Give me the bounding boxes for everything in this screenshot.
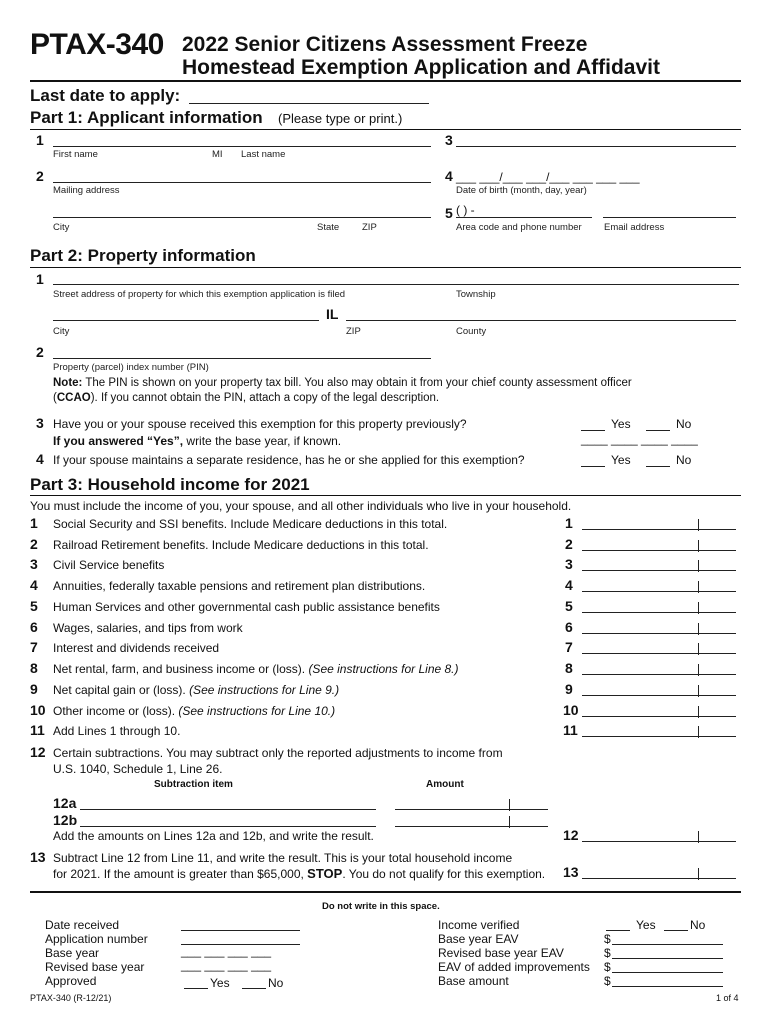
income-line-label: Net rental, farm, and business income or (loss). [53,662,309,676]
q3-no-blank[interactable] [646,418,670,431]
income-cents-divider [698,560,699,572]
line12b-amount-field[interactable] [395,814,548,827]
part2-rule [30,267,741,268]
income-amount-field[interactable] [582,538,736,551]
approved-no-label: No [268,976,284,990]
q4-yes-label: Yes [611,453,631,467]
income-cents-divider [698,519,699,531]
income-line-text [53,558,164,572]
line12-num: 12 [30,744,46,760]
income-line-num: 2 [30,536,38,552]
line13-text2b: . You do not qualify for this exemption. [342,867,546,881]
income-cents-divider [698,602,699,614]
phone-field[interactable]: ( ) - [456,203,592,218]
property-street-field[interactable] [53,272,739,285]
mi-label: MI [212,149,223,160]
office-left-label: Base year [45,946,100,960]
dollar-sign: $ [604,974,611,988]
office-right-label: Income verified [438,918,520,932]
office-left-label: Revised base year [45,960,145,974]
p1-line3-num: 3 [445,132,453,148]
base-year-blanks[interactable]: ____ ____ ____ ____ [581,432,698,446]
last-date-label: Last date to apply: [30,86,181,105]
city-state-zip-field[interactable] [53,205,431,218]
line13-text2 [53,866,545,881]
office-right-label: Base year EAV [438,932,519,946]
income-line-text [53,517,447,531]
q4-text: If your spouse maintains a separate residence, has he or she applied for this exemption? [53,453,525,467]
income-line-num: 7 [30,639,38,655]
note-ccao: CCAO [56,392,91,404]
q3-yes-blank[interactable] [581,418,605,431]
line12-add-text: Add the amounts on Lines 12a and 12b, and write the result. [53,829,374,843]
income-line-label: Human Services and other governmental cash public assistance benefits [53,600,440,614]
income-cents-divider [698,706,699,718]
pin-note-line1 [53,377,632,389]
line12-text1: Certain subtractions. You may subtract only the reported adjustments to income from [53,746,503,760]
income-verified-yes-blank[interactable] [606,918,630,931]
p1-line1-num: 1 [36,132,44,148]
part2-title: Part 2: Property information [30,246,256,265]
property-zip-county-field[interactable] [346,308,736,321]
mailing-address-field[interactable] [53,170,431,183]
state-label: State [317,222,340,233]
income-amount-field[interactable] [582,662,736,675]
email-field[interactable] [603,205,736,218]
note-text2: ). If you cannot obtain the PIN, attach a copy of the legal description. [90,392,440,404]
q3-sub-bold: If you answered “Yes”, [53,434,184,448]
office-right-label: Revised base year EAV [438,946,564,960]
income-cents-divider [698,664,699,676]
p1-line5-num: 5 [445,205,453,221]
office-left-field[interactable] [181,918,300,931]
income-verified-no-label: No [690,918,706,932]
line13-text1: Subtract Line 12 from Line 11, and write the result. This is your total household income [53,851,513,865]
line12-cents-divider [698,831,699,843]
page-number: 1 of 4 [716,993,739,1003]
last-date-field[interactable] [189,88,429,104]
income-line-label: Social Security and SSI benefits. Include Medicare deductions in this total. [53,517,448,531]
part1-rule [30,129,741,130]
part3-title: Part 3: Household income for 2021 [30,475,310,494]
p1-line4-num: 4 [445,168,453,184]
income-line-right-num: 2 [565,536,573,552]
line12a-label: 12a [53,795,77,811]
income-line-num: 1 [30,515,38,531]
pin-field[interactable] [53,346,431,359]
income-line-text [53,600,440,614]
income-line-text [53,579,425,593]
line12a-item-field[interactable] [80,797,376,810]
approved-no-blank[interactable] [242,976,266,989]
income-amount-field[interactable] [582,517,736,530]
form-id: PTAX-340 [30,28,164,61]
dollar-sign: $ [604,932,611,946]
q3-sub [53,434,341,448]
income-line-right-num: 9 [565,681,573,697]
income-amount-field[interactable] [582,641,736,654]
form-revision: PTAX-340 (R-12/21) [30,993,112,1003]
income-cents-divider [698,540,699,552]
income-amount-field[interactable] [582,724,736,737]
part1-note: (Please type or print.) [278,111,403,126]
office-dollar-field[interactable] [612,974,723,987]
line13-right-num: 13 [563,864,579,880]
dollar-sign: $ [604,960,611,974]
line13-text2a: for 2021. If the amount is greater than $65,000, [53,867,308,881]
office-left-label: Approved [45,974,97,988]
dob-label: Date of birth (month, day, year) [456,185,587,196]
line13-stop: STOP [307,866,343,881]
line12a-amount-field[interactable] [395,797,548,810]
income-line-num: 3 [30,556,38,572]
income-line-label: Annuities, federally taxable pensions and retirement plan distributions. [53,579,426,593]
q3-sub-text: write the base year, if known. [183,434,342,448]
approved-yes-label: Yes [210,976,230,990]
approved-yes-blank[interactable] [184,976,208,989]
income-line-text [53,662,459,676]
office-dollar-field[interactable] [612,960,723,973]
mailing-address-label: Mailing address [53,185,120,196]
note-text1: The PIN is shown on your property tax bill. You also may obtain it from your chief county assessment officer [82,377,632,389]
zip-label: ZIP [362,222,377,233]
income-amount-field[interactable] [582,704,736,717]
income-line-label: Net capital gain or (loss). [53,683,190,697]
p2-line2-num: 2 [36,344,44,360]
income-line-right-num: 10 [563,702,579,718]
income-amount-field[interactable] [582,558,736,571]
p2-line1-num: 1 [36,271,44,287]
p1-line2-num: 2 [36,168,44,184]
income-verified-yes-label: Yes [636,918,656,932]
header-rule [30,80,741,82]
part3-intro: You must include the income of you, your spouse, and all other individuals who live in your household. [30,499,572,513]
income-line-text [53,704,335,718]
income-line-num: 11 [30,722,45,738]
form-title-line1: 2022 Senior Citizens Assessment Freeze [182,33,588,56]
form-title-line2: Homestead Exemption Application and Affidavit [182,56,660,79]
county-label: County [456,326,487,337]
line12-right-num: 12 [563,827,579,843]
income-line-right-num: 8 [565,660,573,676]
office-dollar-field[interactable] [612,946,723,959]
line12b-cents-divider [509,816,510,828]
dollar-sign: $ [604,946,611,960]
subtraction-item-header: Subtraction item [154,779,233,790]
income-line-instruction: (See instructions for Line 8.) [308,662,459,676]
income-line-right-num: 6 [565,619,573,635]
income-line-right-num: 1 [565,515,573,531]
line12b-label: 12b [53,812,78,828]
p2-q3-num: 3 [36,415,44,431]
income-cents-divider [698,685,699,697]
street-label: Street address of property for which this exemption application is filed [53,289,346,300]
income-cents-divider [698,623,699,635]
income-line-num: 8 [30,660,38,676]
income-line-right-num: 4 [565,577,573,593]
q4-no-label: No [676,453,692,467]
part3-rule [30,495,741,496]
income-cents-divider [698,643,699,655]
township-label: Township [456,289,496,300]
first-name-label: First name [53,149,98,160]
dob-field[interactable]: ___ ___/___ ___/___ ___ ___ ___ [456,170,640,184]
line12-amount-field[interactable] [582,829,736,842]
line12a-cents-divider [509,799,510,811]
p2-zip-label: ZIP [346,326,361,337]
income-line-num: 10 [30,702,46,718]
line13-amount-field[interactable] [582,866,736,879]
line12-text2: U.S. 1040, Schedule 1, Line 26. [53,762,223,776]
office-left-label: Date received [45,918,120,932]
income-verified-no-blank[interactable] [664,918,688,931]
income-cents-divider [698,726,699,738]
income-line-text [53,724,180,738]
pin-note-line2: (CCAO). If you cannot obtain the PIN, attach a copy of the legal description. [53,392,440,404]
line13-num: 13 [30,849,46,865]
pin-label: Property (parcel) index number (PIN) [53,362,209,373]
line12b-item-field[interactable] [80,814,376,827]
income-amount-field[interactable] [582,621,736,634]
income-line-text [53,538,429,552]
p2-q4-num: 4 [36,451,44,467]
office-dollar-field[interactable] [612,932,723,945]
q4-no-blank[interactable] [646,454,670,467]
line13-cents-divider [698,868,699,880]
income-line-num: 9 [30,681,38,697]
p2-city-label: City [53,326,70,337]
city-label: City [53,222,70,233]
office-right-label: Base amount [438,974,509,988]
income-amount-field[interactable] [582,600,736,613]
income-line-text [53,683,339,697]
income-line-label: Wages, salaries, and tips from work [53,621,243,635]
q3-no-label: No [676,417,692,431]
income-amount-field[interactable] [582,579,736,592]
email-label: Email address [604,222,665,233]
office-year-blanks[interactable]: ___ ___ ___ ___ [181,944,272,958]
name-field[interactable] [53,134,431,147]
income-line-text [53,621,243,635]
q4-yes-blank[interactable] [581,454,605,467]
income-line-label: Other income or (loss). [53,704,179,718]
income-line-right-num: 11 [563,722,578,738]
property-city-field[interactable] [53,308,319,321]
phone-label: Area code and phone number [456,222,582,233]
income-line-right-num: 5 [565,598,573,614]
income-line-num: 4 [30,577,38,593]
income-line-label: Civil Service benefits [53,558,165,572]
office-year-blanks[interactable]: ___ ___ ___ ___ [181,958,272,972]
income-line-right-num: 3 [565,556,573,572]
income-line-instruction: (See instructions for Line 9.) [189,683,340,697]
income-line-label: Add Lines 1 through 10. [53,724,181,738]
income-amount-field[interactable] [582,683,736,696]
income-line-num: 6 [30,619,38,635]
office-rule [30,891,741,893]
office-left-label: Application number [45,932,148,946]
line3-field[interactable] [456,134,736,147]
office-heading: Do not write in this space. [322,901,440,912]
last-name-label: Last name [241,149,286,160]
il-label: IL [326,306,339,322]
income-line-num: 5 [30,598,38,614]
q3-text: Have you or your spouse received this exemption for this property previously? [53,417,467,431]
part1-title: Part 1: Applicant information [30,108,263,127]
q3-yes-label: Yes [611,417,631,431]
income-line-label: Railroad Retirement benefits. Include Medicare deductions in this total. [53,538,429,552]
office-right-label: EAV of added improvements [438,960,590,974]
income-line-text [53,641,219,655]
income-cents-divider [698,581,699,593]
income-line-right-num: 7 [565,639,573,655]
note-bold: Note: [53,377,83,389]
amount-header: Amount [426,779,464,790]
income-line-instruction: (See instructions for Line 10.) [178,704,336,718]
income-line-label: Interest and dividends received [53,641,220,655]
